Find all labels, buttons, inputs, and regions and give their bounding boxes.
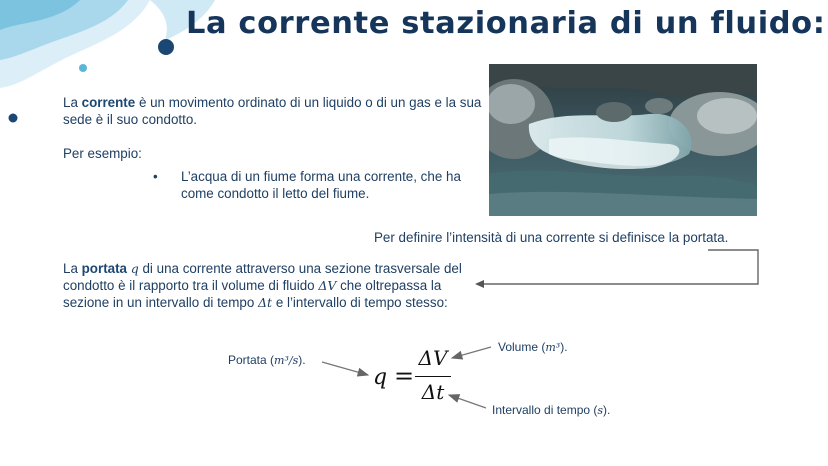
label-interval-text: Intervallo di tempo ( [492,403,598,417]
label-volume-text: Volume ( [498,340,546,354]
arrow-interval [449,395,486,408]
bullet-marker: • [153,169,158,184]
intro-rest: è un movimento ordinato di un liquido o di un gas e la sua sede è il suo condotto. [63,95,482,127]
label-portata-unit: m³/s [274,354,299,367]
label-interval-unit: s [597,404,604,417]
definition-note: Per definire l’intensità di una corrente si definisce la portata. [374,230,729,245]
portata-text1: di una corrente attraverso una sezione trasversale del condotto è il rapporto tra il volume di fluido [63,261,462,293]
label-portata-text: Portata ( [228,353,275,367]
portata-keyword: portata [81,261,128,276]
formula-lhs: q [373,365,388,390]
bullet-text: L’acqua di un fiume forma una corrente, che ha come condotto il letto del fiume. [181,169,461,201]
portata-prefix: La [63,261,82,276]
intro-prefix: La [63,95,82,110]
formula-equals: = [394,362,415,390]
slide-title: La corrente stazionaria di un fluido: [186,6,826,41]
var-delta-t: Δt [258,295,273,310]
formula-numerator: ΔV [418,346,448,370]
arrow-portata [322,362,368,375]
portata-text3: e l’intervallo di tempo stesso: [272,295,448,310]
intro-keyword: corrente [81,95,136,110]
formula-denominator: Δt [421,380,445,404]
arrow-volume [452,347,491,358]
var-delta-v: ΔV [318,278,337,293]
label-volume-unit: m³ [545,341,561,354]
label-portata-end: ). [298,353,306,367]
portata-text2: che oltrepassa la sezione in un intervallo di tempo [63,278,442,310]
example-label: Per esempio: [63,146,142,161]
label-volume-end: ). [560,340,568,354]
var-q: q [130,261,139,276]
label-interval-end: ). [603,403,611,417]
